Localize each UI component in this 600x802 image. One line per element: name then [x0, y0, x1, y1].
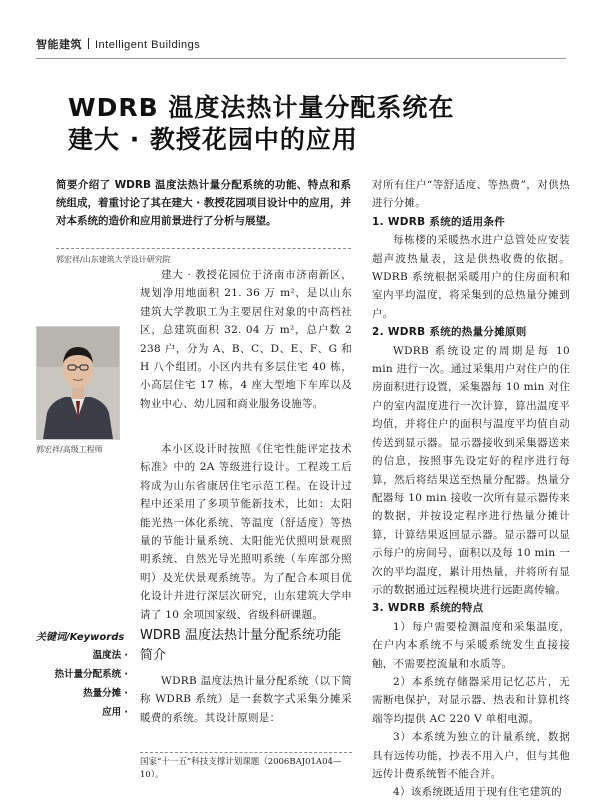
photo-caption: 郭宏祥/高级工程师: [36, 445, 103, 454]
body-column-middle-lower: [140, 440, 352, 624]
paragraph: 4）该系统既适用于现有住宅建筑的: [393, 786, 562, 799]
body-column-middle-upper: [140, 266, 352, 413]
header-rule: [36, 58, 566, 59]
subsection-heading: 2. WDRB 系统的热量分摊原则: [372, 326, 527, 339]
paragraph: 本小区设计时按照《住宅性能评定技术标准》中的 2A 等级进行设计。工程竣工后将成为山东省康居住宅示范工程。在设计过程中还采用了多项节能新技术，比如：太阳能光热一体化系统、等温度（舒适度）等热量的节能计量系统、太阳能光伏照明景观照明系统、自然光导光照明系统（车库部分照明）及光伏景观系统等。为了配合本项目优化设计并进行深层次研究，山东建筑大学申请了 10 余项国家级、省级科研课题。: [140, 443, 352, 621]
header-separator: [88, 38, 89, 49]
keyword-item: 温度法 ·: [92, 650, 128, 661]
page-header: [36, 36, 200, 52]
keywords-list: [36, 646, 128, 722]
section-heading: WDRB 温度法热计量分配系统功能简介: [140, 628, 341, 663]
paragraph: 2）本系统存储器采用记忆芯片，无需断电保护，对显示器、热表和计算机终端等均提供 AC 220 V 单相电源。: [372, 675, 570, 725]
footnote-rule: [140, 752, 352, 753]
abstract-rule: [56, 248, 351, 249]
title-line-2: 建大 · 教授花园中的应用: [68, 125, 358, 154]
title-line-1: WDRB 温度法热计量分配系统在: [68, 93, 455, 122]
paragraph: 3）本系统为独立的计量系统，数据具有远传功能，抄表不用入户，但与其他远传计费系统暂不能合并。: [372, 731, 570, 780]
paragraph: 建大 · 教授花园位于济南市济南新区，规划净用地面积 21. 36 万 m²，是以山东建筑大学教职工为主要居住对象的中高档社区，总建筑面积 32. 04 万 m²，总户数 2 238 户，分为 A、B、C、D、E、F、G 和 H 八个组团。小区内共有多层住宅 40 栋，小高层住宅 17 栋，4 座大型地下车库以及物业中心、幼儿园和商业服务设施等。: [140, 269, 352, 410]
paragraph: WDRB 温度法热计量分配系统（以下简称 WDRB 系统）是一套数字式采集分摊采暖费的系统。其设计原则是：: [140, 675, 352, 724]
body-column-right: [372, 176, 570, 802]
keywords-heading: 关键词/Keywords: [36, 632, 125, 643]
keyword-item: 热量分摊 ·: [83, 688, 128, 699]
header-section-cn: 智能建筑: [36, 38, 82, 51]
author-affiliation: 郭宏祥/山东建筑大学设计研究院: [56, 255, 171, 264]
footnote: 国家“十一五”科技支撑计划课题（2006BAJ01A04—10）。: [140, 757, 342, 780]
article-title: [68, 92, 454, 156]
keyword-item: 应用 ·: [102, 707, 128, 718]
subsection-heading: 1. WDRB 系统的适用条件: [372, 215, 505, 228]
paragraph: WDRB 系统设定的周期是每 10 min 进行一次。通过采集用户对住户的住房面积进行设置，采集器每 10 min 对住户的室内温度进行一次计算，算出温度平均值，并将住户的面积与温度平均值自动传送到显示器。显示器接收到采集器送来的信息，按照事先设定好的程序进行每算，然后将结果送至热量分配器。热量分配器每 10 min 接收一次所有显示器传来的数据，并按设定程序进行热量分摊计算，计算结果返回显示器。显示器可以显示每户的房间号、面积以及每 10 min 一次的平均温度，累计用热量，并将所有显示的数据通过远程模块进行远距离传输。: [372, 344, 570, 596]
body-column-middle-section: [140, 672, 352, 727]
paragraph: 对所有住户“等舒适度、等热费”，对供热进行分摊。: [372, 179, 570, 210]
subsection-heading: 3. WDRB 系统的特点: [372, 602, 484, 615]
abstract: 简要介绍了 WDRB 温度法热计量分配系统的功能、特点和系统组成，着重讨论了其在建大 · 教授花园项目设计中的应用，并对本系统的造价和应用前景进行了分析与展望。: [56, 179, 351, 227]
author-photo: [36, 326, 120, 440]
paragraph: 每栋楼的采暖热水进户总管处应安装超声波热量表，这是供热收费的依据。WDRB 系统根据采暖用户的住房面积和室内平均温度，将采集到的总热量分摊到户。: [372, 234, 570, 320]
keyword-item: 热计量分配系统 ·: [54, 669, 128, 680]
header-section-en: Intelligent Buildings: [95, 39, 201, 51]
paragraph: 1）每户需要检测温度和采集温度，在户内本系统不与采暖系统发生直接接触，不需要控流量和水质等。: [372, 620, 570, 670]
